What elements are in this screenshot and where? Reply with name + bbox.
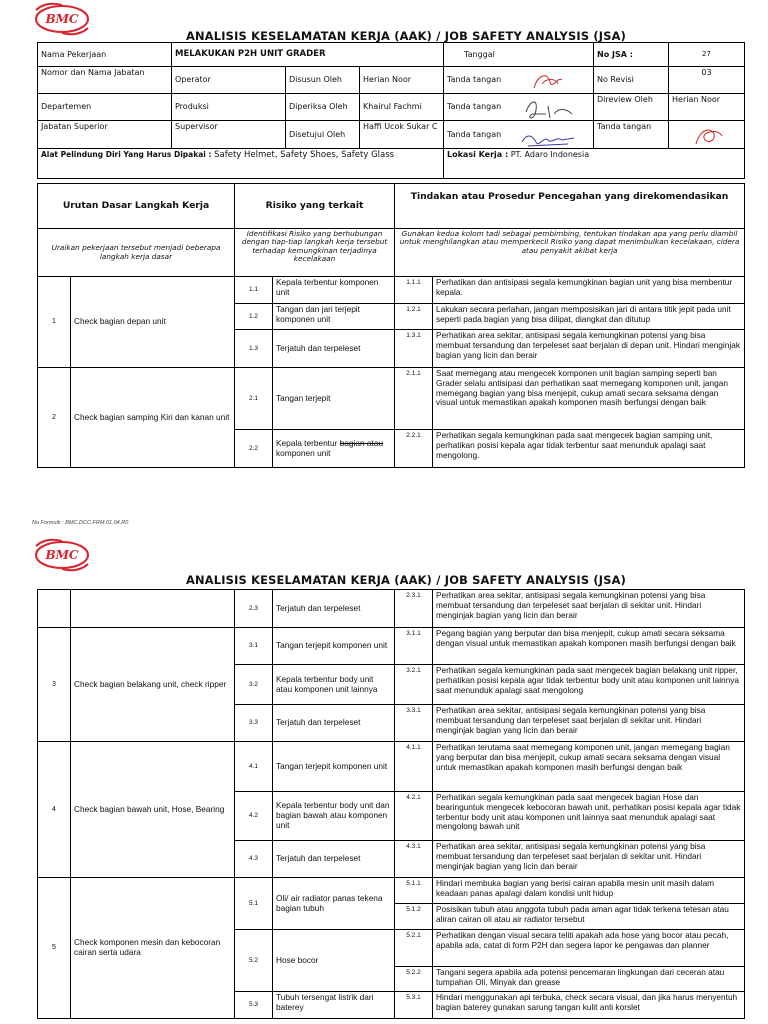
- action-text: Perhatikan area sekitar, antisipasi segala kemungkinan potensi yang bisa membuat tersandung dan terpeleset saat berjalan di sekitar unit. Hindari menginjak bagian yang licin dan berair: [433, 841, 745, 878]
- action-text: Perhatikan area sekitar, antisipasi segala kemungkinan potensi yang bisa membuat tersandung dan terpeleset saat berjalan di sekitar unit. Hindari menginjak bagian yang licin dan berair: [433, 705, 745, 742]
- signature-disetujui-icon: [518, 128, 580, 152]
- action-text: Perhatikan area sekitar, antisipasi segala kemungkinan potensi yang bisa membuat tersandung dan terpeleset saat berjalan di depan unit. Hindari menginjak bagian yang licin dan berair: [433, 330, 745, 368]
- no-revisi-value: 03: [669, 67, 745, 94]
- action-code: 2.2.1: [395, 430, 433, 468]
- tanda-tangan-label-3: Tanda tangan: [447, 129, 502, 139]
- action-code: 5.1.2: [395, 904, 433, 930]
- action-text: Perhatikan segala kemungkinan pada saat mengecek bagian belakang unit ripper, perhatikan posisi kepala agar tidak terbentur body unit atau komponen unit lainnya saat menunduk apalagi saat mengolong: [433, 665, 745, 705]
- action-code: 2.3.1: [395, 590, 433, 628]
- departemen-label: Departemen: [38, 94, 172, 121]
- action-text: Perhatikan area sekitar, antisipasi segala kemungkinan potensi yang bisa membuat tersandung dan terpeleset saat berjalan di sekitar unit. Hindari menginjak bagian yang licin dan berair: [433, 590, 745, 628]
- logo-text: BMC: [45, 548, 79, 562]
- risk-code: 3.2: [235, 665, 273, 705]
- lokasi-cell: [444, 149, 745, 179]
- disusun-oleh-value: Herian Noor: [360, 67, 444, 94]
- risk-code: 1.2: [235, 304, 273, 330]
- bmc-logo: [32, 2, 92, 36]
- action-text: Perhatikan dan antisipasi segala kemungkinan bagian unit yang bisa membentur kepala.: [433, 277, 745, 304]
- risk-text: [273, 430, 395, 468]
- risk-code: 1.1: [235, 277, 273, 304]
- document-title: ANALISIS KESELAMATAN KERJA (AAK) / JOB SAFETY ANALYSIS (JSA): [186, 29, 627, 43]
- no-jsa-label: No JSA :: [594, 43, 669, 67]
- action-text: Perhatikan segala kemungkinan pada saat mengecek bagian Hose dan bearinguntuk mengecek kebocoran bawah unit, perhatikan posisi kepala agar tidak terbentur body unit atau komponen unit lainnya saat menunduk apalagi saat mengolong bawah unit: [433, 792, 745, 841]
- form-number: No Formulir : BMC.DCC.FRM.01.04.R0: [32, 520, 129, 526]
- tanda-tangan-cell-1: [444, 67, 594, 94]
- risk-code: 3.3: [235, 705, 273, 742]
- step-name-empty: [71, 590, 235, 628]
- risk-text: Tangan dan jari terjepit komponen unit: [273, 304, 395, 330]
- tanda-tangan-label-1: Tanda tangan: [447, 75, 502, 85]
- action-text: Posisikan tubuh atau anggota tubuh pada aman agar tidak terkena tetesan atau aliran cairan oli atau air radiator tersebut: [433, 904, 745, 930]
- apd-label: Alat Pelindung Diri Yang Harus Dipakai :: [41, 150, 212, 159]
- risk-text: Tubuh tersengat listrik dari baterey: [273, 992, 395, 1019]
- col-sub-steps: Uraikan pekerjaan tersebut menjadi beberapa langkah kerja dasar: [38, 229, 235, 277]
- risk-text: Tangan terjepit komponen unit: [273, 628, 395, 665]
- direview-oleh-label: Direview Oleh: [594, 94, 669, 121]
- action-code: 5.2.2: [395, 967, 433, 992]
- risk-code: 4.3: [235, 841, 273, 878]
- col-head-action: Tindakan atau Prosedur Pencegahan yang direkomendasikan: [395, 184, 745, 229]
- risk-text: Hose bocor: [273, 930, 395, 992]
- nomor-nama-jabatan-label: Nomor dan Nama Jabatan: [38, 67, 172, 94]
- risk-text-struck: bagian atau: [339, 437, 384, 448]
- action-code: 1.3.1: [395, 330, 433, 368]
- jsa-page-2: [0, 538, 768, 1024]
- action-code: 4.1.1: [395, 742, 433, 792]
- risk-text-after: komponen unit: [276, 447, 331, 458]
- action-text: Perhatikan segala kemungkinan pada saat mengecek bagian samping unit, perhatikan posisi kepala agar tidak terbentur saat menunduk apalagi saat mengolong.: [433, 430, 745, 468]
- tanda-tangan-label-2: Tanda tangan: [447, 102, 502, 112]
- risk-code: 4.2: [235, 792, 273, 841]
- jsa-page-1: [0, 0, 768, 505]
- jabatan-value: Operator: [172, 67, 286, 94]
- action-code: 5.1.1: [395, 878, 433, 904]
- action-code: 4.3.1: [395, 841, 433, 878]
- step-no: 5: [38, 878, 71, 1019]
- lokasi-value: PT. Adaro Indonesia: [510, 150, 590, 159]
- risk-code: 5.2: [235, 930, 273, 992]
- bmc-logo: [32, 538, 92, 572]
- logo-text: BMC: [45, 12, 79, 26]
- tanggal-label: Tanggal: [444, 43, 594, 67]
- risk-text: Terjatuh dan terpeleset: [273, 330, 395, 368]
- col-head-steps: Urutan Dasar Langkah Kerja: [38, 184, 235, 229]
- step-no: 1: [38, 277, 71, 368]
- action-code: 1.2.1: [395, 304, 433, 330]
- risk-code: 5.1: [235, 878, 273, 930]
- signature-disusun-icon: [528, 70, 568, 94]
- step-name: Check bagian bawah unit, Hose, Bearing: [71, 742, 235, 878]
- no-revisi-label: No Revisi: [594, 67, 669, 94]
- risk-text: Kepala terbentur body unit atau komponen unit lainnya: [273, 665, 395, 705]
- action-text: Tangani segera apabila ada potensi pencemaran lingkungan dari ceceran atau tumpahan Oli, Minyak dan grease: [433, 967, 745, 992]
- step-no-empty: [38, 590, 71, 628]
- risk-text: Oli/ air radiator panas tekena bagian tubuh: [273, 878, 395, 930]
- steps-table-page-1: [37, 183, 745, 468]
- risk-code: 1.3: [235, 330, 273, 368]
- action-code: 4.2.1: [395, 792, 433, 841]
- action-text: Perhatikan terutama saat memegang komponen unit, jangan memegang bagian yang berputar dan bisa menjepit, cukup amati secara seksama dengan visual untuk memastikan apakah komponen masih berfungsi dengan baik: [433, 742, 745, 792]
- risk-text: Tangan terjepit: [273, 368, 395, 430]
- risk-text: Kepala terbentur komponen unit: [273, 277, 395, 304]
- jabatan-superior-value: Supervisor: [172, 121, 286, 149]
- risk-code: 5.3: [235, 992, 273, 1019]
- nama-pekerjaan-label: Nama Pekerjaan: [38, 43, 172, 67]
- risk-text: Terjatuh dan terpeleset: [273, 590, 395, 628]
- action-code: 5.2.1: [395, 930, 433, 967]
- action-text: Saat memegang atau mengecek komponen unit bagian samping seperti ban Grader selalu antisipasi dan perhatikan saat memegang komponen unit, jangan memegang bagian yang bisa menjepit, cukup amati secara seksama dengan visual untuk memastikan apakah komponen masih berfungsi dengan baik: [433, 368, 745, 430]
- signature-direview-icon: [692, 124, 726, 150]
- action-code: 3.2.1: [395, 665, 433, 705]
- nama-pekerjaan-value: MELAKUKAN P2H UNIT GRADER: [172, 43, 444, 67]
- col-sub-action: Gunakan kedua kolom tadi sebagai pembimbing, tentukan tindakan apa yang perlu diambil untuk menghilangkan atau memperkecil Risiko yang dapat menimbulkan kecelakaan, cidera atau penyakit akibat kerja: [395, 229, 745, 277]
- action-text: Hindari menggunakan api terbuka, check secara visual, dan jika harus menyentuh bagian baterey gunakan sarung tangan kulit anti korslet: [433, 992, 745, 1019]
- direview-oleh-value: Herian Noor: [669, 94, 745, 121]
- apd-value: Safety Helmet, Safety Shoes, Safety Glass: [214, 150, 395, 160]
- action-text: Perhatikan dengan visual secara teliti apakah ada hose yang bocor atau pecah, apabila ada, catat di form P2H dan segera lapor ke pengawas dan planner: [433, 930, 745, 967]
- disetujui-oleh-label: Disetujui Oleh: [286, 121, 360, 149]
- risk-code: 2.2: [235, 430, 273, 468]
- risk-text: Tangan terjepit komponen unit: [273, 742, 395, 792]
- risk-text: Terjatuh dan terpeleset: [273, 841, 395, 878]
- document-title: ANALISIS KESELAMATAN KERJA (AAK) / JOB SAFETY ANALYSIS (JSA): [186, 573, 627, 587]
- risk-code: 2.1: [235, 368, 273, 430]
- action-code: 5.3.1: [395, 992, 433, 1019]
- no-jsa-value: 27: [669, 43, 745, 67]
- action-text: Lakukan secara perlahan, jangan memposisikan jari di antara titik jepit pada unit seperti pada bagian yang bisa dilipat, diangkat dan ditutup: [433, 304, 745, 330]
- action-code: 3.3.1: [395, 705, 433, 742]
- lokasi-label: Lokasi Kerja :: [447, 150, 509, 159]
- step-no: 4: [38, 742, 71, 878]
- risk-text-before: Kepala terbentur: [276, 437, 338, 448]
- risk-text: Terjatuh dan terpeleset: [273, 705, 395, 742]
- diperiksa-oleh-label: Diperiksa Oleh: [286, 94, 360, 121]
- step-name: Check bagian samping Kiri dan kanan unit: [71, 368, 235, 468]
- col-sub-risk: Identifikasi Risiko yang berhubungan dengan tiap-tiap langkah kerja tersebut terhadap kemungkinan terjadinya kecelakaan: [235, 229, 395, 277]
- diperiksa-oleh-value: Khairul Fachmi: [360, 94, 444, 121]
- col-head-risk: Risiko yang terkait: [235, 184, 395, 229]
- departemen-value: Produksi: [172, 94, 286, 121]
- action-code: 1.1.1: [395, 277, 433, 304]
- step-no: 2: [38, 368, 71, 468]
- disetujui-oleh-value: Haffi Ucok Sukar C: [360, 121, 444, 149]
- step-name: Check komponen mesin dan kebocoran cairan serta udara: [71, 878, 235, 1019]
- risk-code: 3.1: [235, 628, 273, 665]
- disusun-oleh-label: Disusun Oleh: [286, 67, 360, 94]
- risk-text: Kepala terbentur body unit dan bagian bawah atau komponen unit: [273, 792, 395, 841]
- step-no: 3: [38, 628, 71, 742]
- step-name: Check bagian belakang unit, check ripper: [71, 628, 235, 742]
- signature-diperiksa-icon: [522, 96, 577, 126]
- action-code: 2.1.1: [395, 368, 433, 430]
- action-text: Hindari membuka bagian yang berisi cairan apabila mesin unit masih dalam keadaan panas apalagi dalam kondisi unit hidup: [433, 878, 745, 904]
- apd-cell: [38, 149, 444, 179]
- risk-code: 4.1: [235, 742, 273, 792]
- steps-table-page-2: [37, 589, 745, 1019]
- action-text: Pegang bagian yang berputar dan bisa menjepit, cukup amati secara seksama dengan visual untuk memastikan apakah komponen masih berfungsi dengan baik: [433, 628, 745, 665]
- header-table: [37, 42, 745, 179]
- step-name: Check bagian depan unit: [71, 277, 235, 368]
- risk-code: 2.3: [235, 590, 273, 628]
- jabatan-superior-label: Jabatan Superior: [38, 121, 172, 149]
- tanda-tangan-label-4: Tanda tangan: [594, 121, 669, 149]
- action-code: 3.1.1: [395, 628, 433, 665]
